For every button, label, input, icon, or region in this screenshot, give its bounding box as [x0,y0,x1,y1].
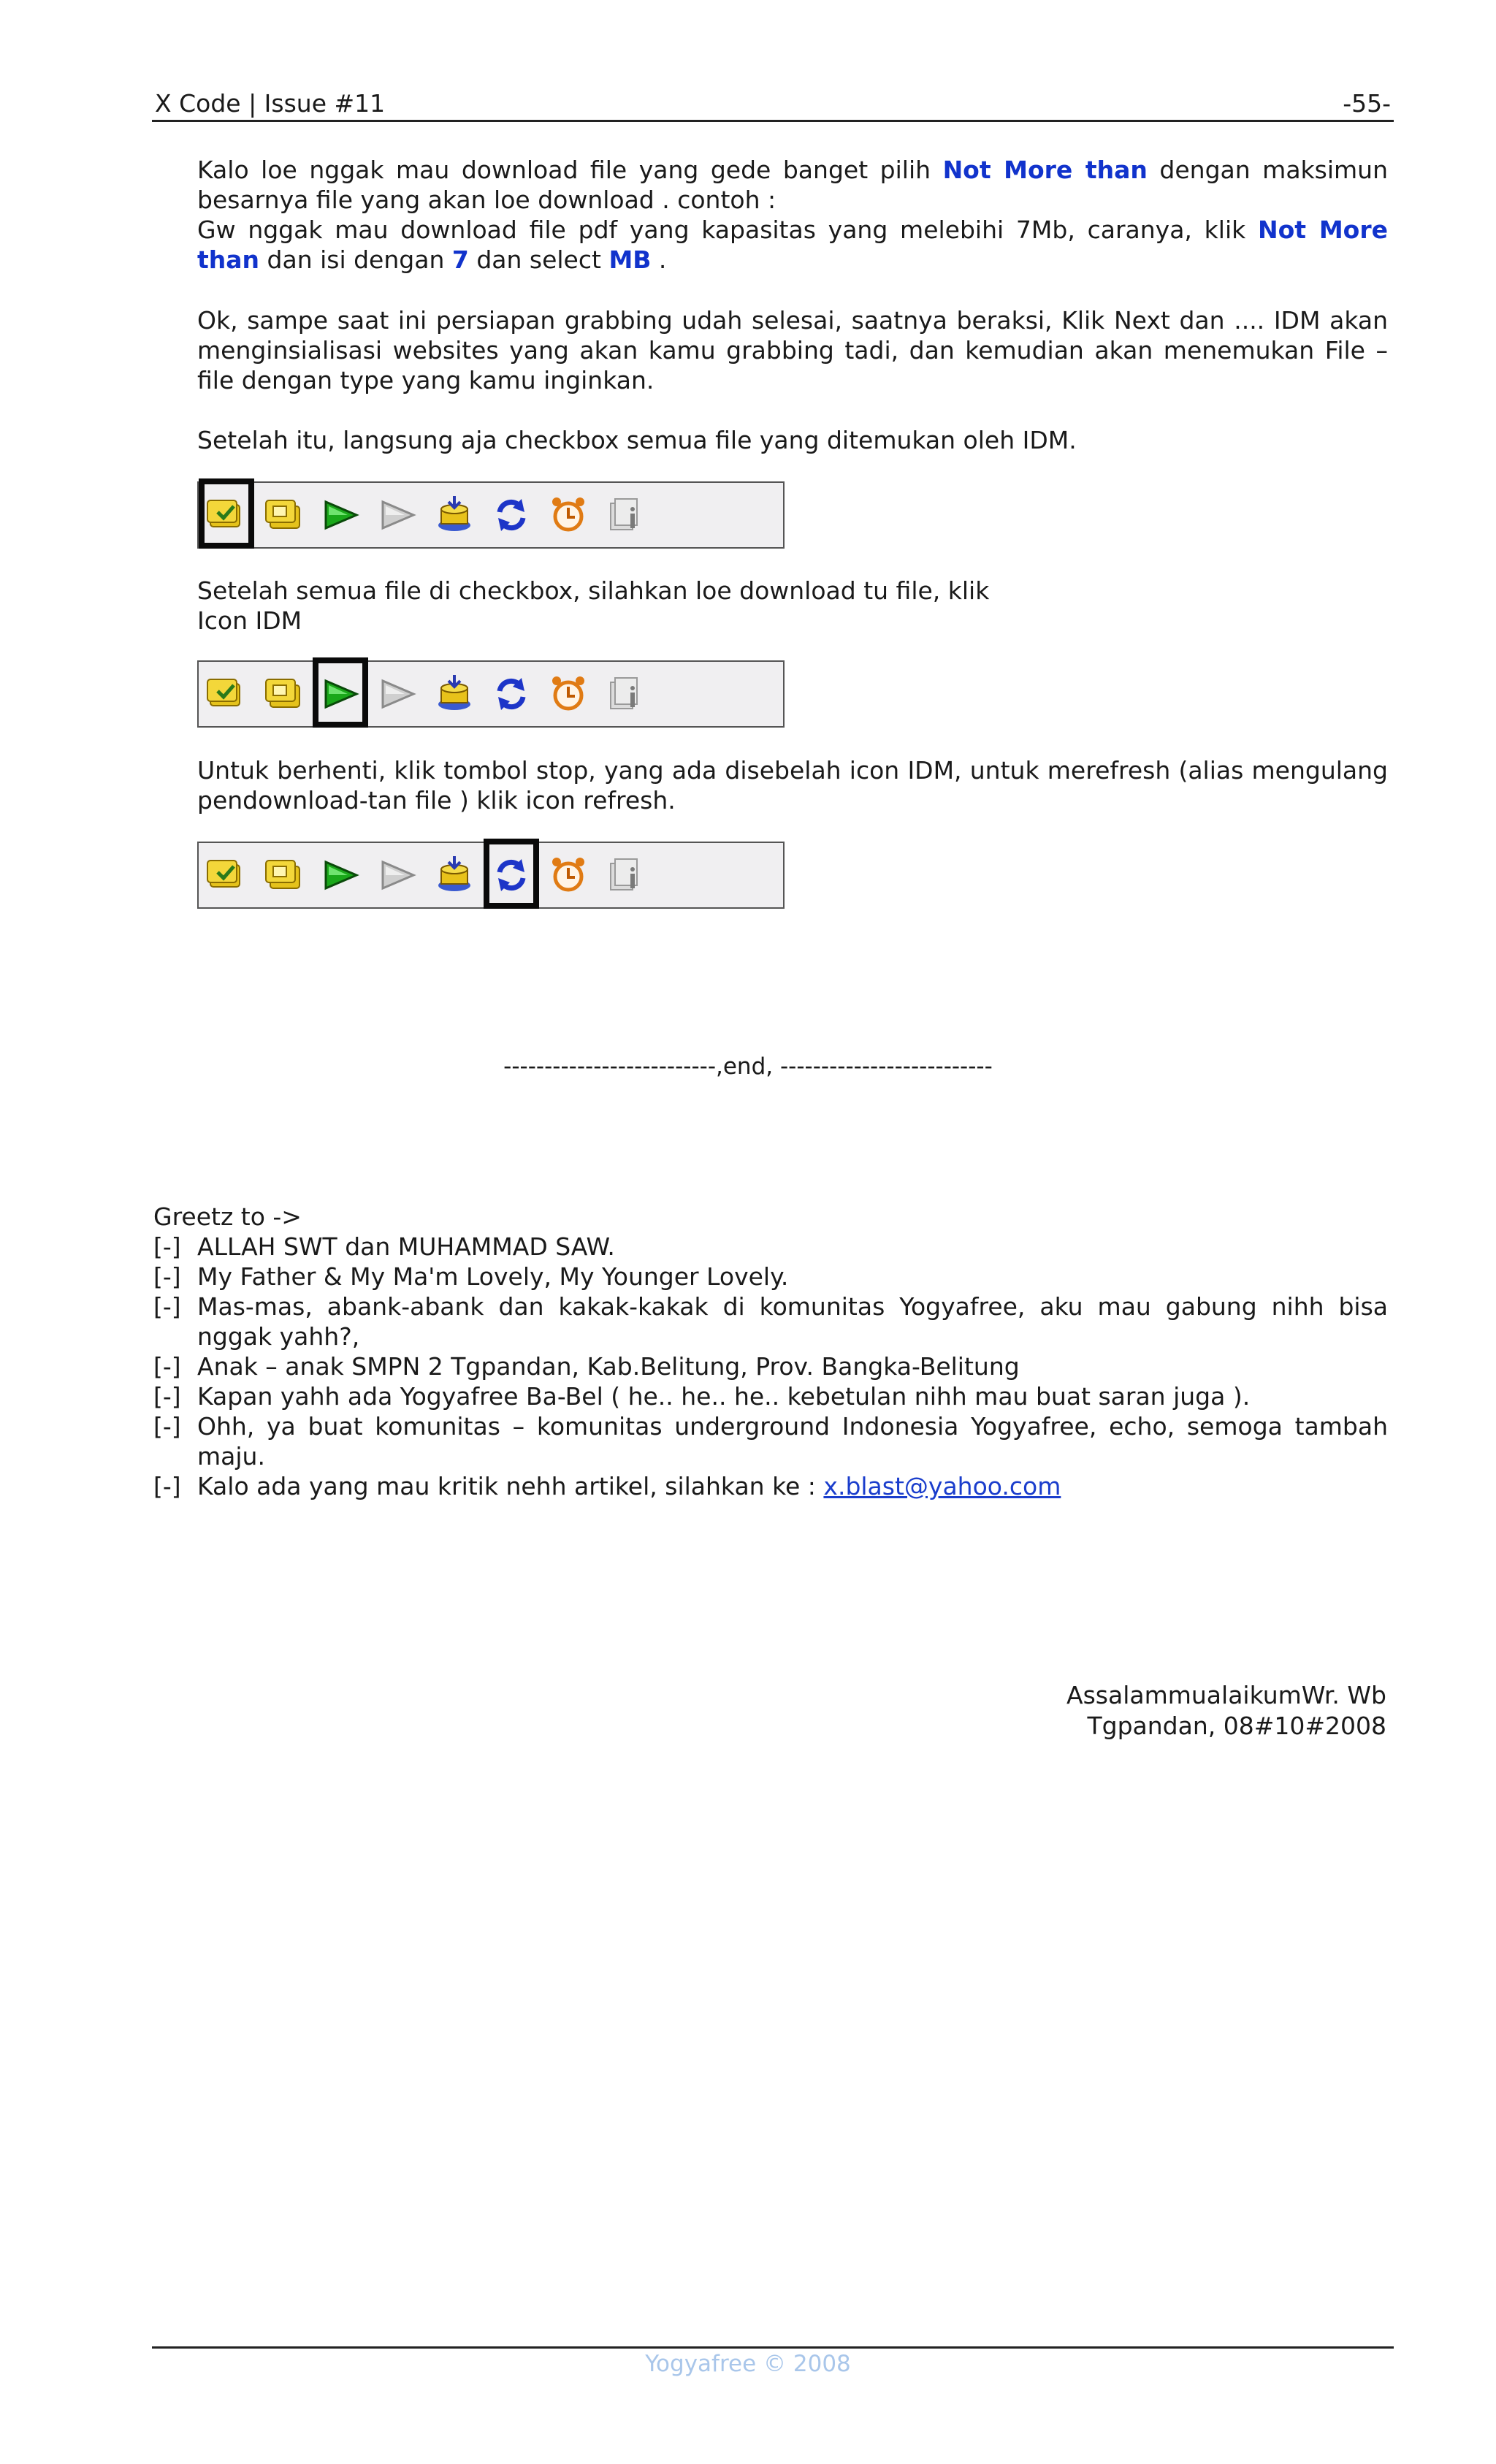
highlight-not-more-than: Not More than [942,156,1148,184]
check-all-icon [205,853,248,897]
stop-icon [375,853,419,897]
highlight-box [199,478,254,549]
queue-icon [432,853,476,897]
paragraph-1: Kalo loe nggak mau download file yang gede banget pilih Not More than dengan maksimun besarnya file yang akan loe download . contoh : [197,156,1388,214]
queue-icon [432,672,476,716]
download-play-icon [318,493,362,537]
refresh-icon [489,493,533,537]
highlight-mb: MB [608,245,652,274]
greetz-section [153,1202,1388,1501]
page-number: -55- [1343,89,1391,118]
uncheck-all-icon [262,853,305,897]
alarm-clock-icon [546,853,590,897]
paragraph-4: Setelah itu, langsung aja checkbox semua file yang ditemukan oleh IDM. [197,426,1077,454]
list-item: [-] Mas-mas, abank-abank dan kakak-kakak di komunitas Yogyafree, aku mau gabung nihh bisa nggak yahh?, [153,1292,1388,1351]
list-item: [-] Kapan yahh ada Yogyafree Ba-Bel ( he.. he.. he.. kebetulan nihh mau buat saran juga ). [153,1382,1251,1411]
list-item: [-] Ohh, ya buat komunitas – komunitas underground Indonesia Yogyafree, echo, semoga tambah maju. [153,1412,1388,1471]
highlight-not-more-than-2: Not More than [197,215,1388,274]
idm-toolbar-2 [197,660,785,728]
paragraph-not-more-than [197,155,1388,275]
list-item: [-] Kalo ada yang mau kritik nehh artikel, silahkan ke : x.blast@yahoo.com [153,1472,1061,1500]
signature [1066,1680,1386,1742]
queue-icon [432,493,476,537]
alarm-clock-icon [546,672,590,716]
info-icon [603,853,647,897]
info-icon [603,493,647,537]
signature-greeting: AssalammualaikumWr. Wb [1066,1681,1386,1709]
stop-icon [375,672,419,716]
footer-divider [152,2346,1394,2349]
list-item: [-] ALLAH SWT dan MUHAMMAD SAW. [153,1232,615,1261]
header-title: X Code | Issue #11 [155,89,386,118]
end-separator: --------------------------,end, -------------------------- [503,1053,993,1080]
list-item: [-] My Father & My Ma'm Lovely, My Younger Lovely. [153,1262,789,1291]
signature-date: Tgpandan, 08#10#2008 [1087,1712,1386,1740]
refresh-icon [489,672,533,716]
paragraph-2: Gw nggak mau download file pdf yang kapasitas yang melebihi 7Mb, caranya, klik Not More than dan isi dengan 7 dan select MB . [197,215,1388,274]
idm-toolbar-1 [197,481,785,549]
uncheck-all-icon [262,672,305,716]
paragraph-6: Untuk berhenti, klik tombol stop, yang ada disebelah icon IDM, untuk merefresh (alias mengulang pendownload-tan file ) klik icon refresh. [197,756,1388,815]
download-play-icon [318,853,362,897]
paragraph-5-line-1: Setelah semua file di checkbox, silahkan loe download tu file, klik [197,576,990,605]
check-all-icon [205,672,248,716]
footer-text: Yogyafree © 2008 [645,2351,851,2377]
highlight-box [313,657,368,728]
idm-toolbar-3 [197,842,785,909]
info-icon [603,672,647,716]
greetz-title: Greetz to -> [153,1202,302,1231]
stop-icon [375,493,419,537]
page-header [152,88,1394,122]
email-link[interactable]: x.blast@yahoo.com [823,1472,1061,1500]
paragraph-3: Ok, sampe saat ini persiapan grabbing udah selesai, saatnya beraksi, Klik Next dan .... IDM akan menginsialisasi websites yang akan kamu grabbing tadi, dan kemudian akan menemukan File – file dengan type yang kamu inginkan. [197,306,1388,394]
paragraph-5-line-2: Icon IDM [197,606,302,635]
alarm-clock-icon [546,493,590,537]
highlight-box [484,839,539,909]
uncheck-all-icon [262,493,305,537]
highlight-seven: 7 [451,245,469,274]
list-item: [-] Anak – anak SMPN 2 Tgpandan, Kab.Belitung, Prov. Bangka-Belitung [153,1352,1020,1381]
